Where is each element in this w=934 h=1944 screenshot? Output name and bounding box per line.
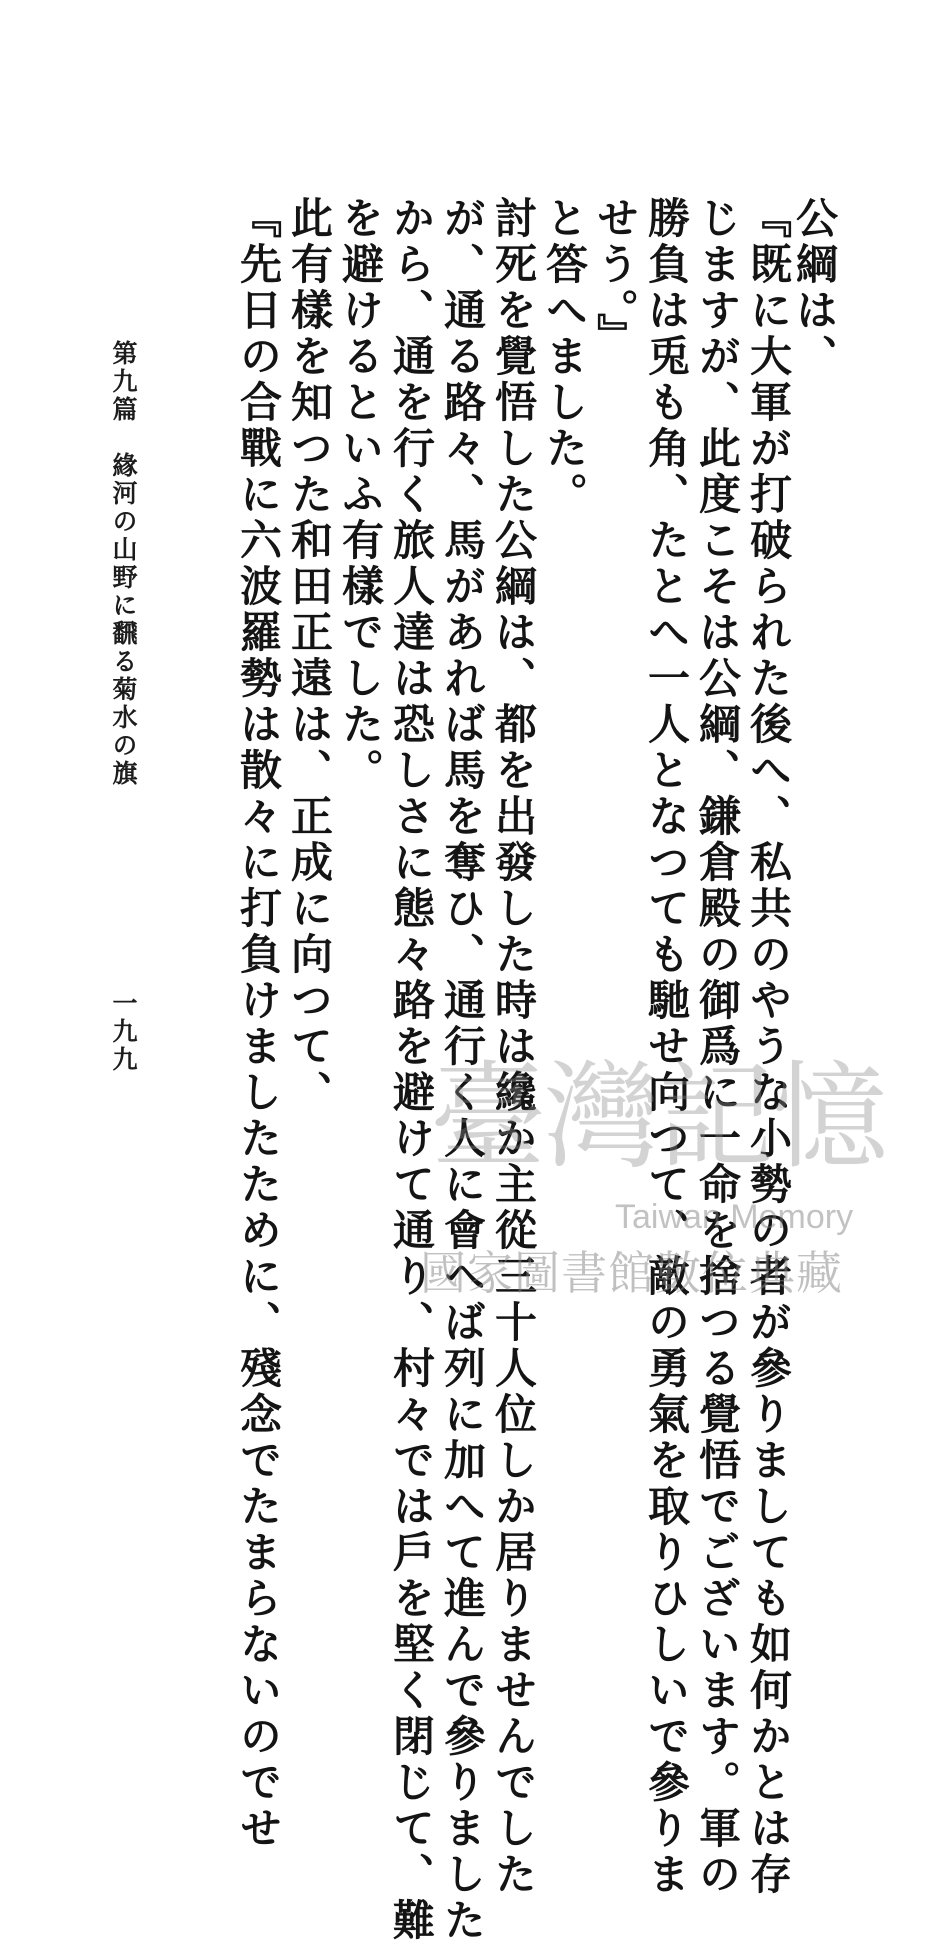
text-column-7: 討死を覺悟した公綱は、都を出發した時は纔か主從三十人位しか居りませんでした	[489, 196, 538, 1898]
page-number: 一九九	[109, 990, 138, 1074]
text-column-8: が、通る路々、馬があれば馬を奪ひ、通行く人に會へば列に加へて進んで參りました	[438, 196, 487, 1944]
watermark-library: 國家圖書館數位典藏	[420, 1246, 843, 1300]
text-column-5: せう。』	[591, 196, 640, 359]
running-header: 第九篇 緣河の山野に飜る菊水の旗	[109, 340, 138, 788]
text-column-10: を避けるといふ有樣でした。	[336, 196, 385, 794]
text-column-11: 此有樣を知つた和田正遠は、正成に向つて、	[285, 196, 334, 1116]
text-column-2: 『既に大軍が打破られた後へ、私共のやうな小勢の者が參りましても如何かとは存	[744, 196, 793, 1898]
watermark-main: 臺灣記憶	[430, 1050, 886, 1185]
text-column-9: から、通を行く旅人達は恐しさに態々路を避けて通り、村々では戶を堅く閉じて、難	[387, 196, 436, 1944]
text-column-1: 公綱は、	[790, 196, 839, 380]
text-column-3: じますが、此度こそは公綱、鎌倉殿の御爲に一命を捨つる覺悟でございます。軍の	[693, 196, 742, 1898]
text-column-12: 『先日の合戰に六波羅勢は散々に打負けましたために、殘念でたまらないのでせ	[234, 196, 283, 1852]
text-column-6: と答へました。	[540, 196, 589, 518]
text-column-4: 勝負は兎も角、たとへ一人となつても馳せ向つて、敵の勇氣を取りひしいで參りま	[642, 196, 691, 1898]
watermark-latin: Taiwan Memory	[615, 1198, 854, 1236]
